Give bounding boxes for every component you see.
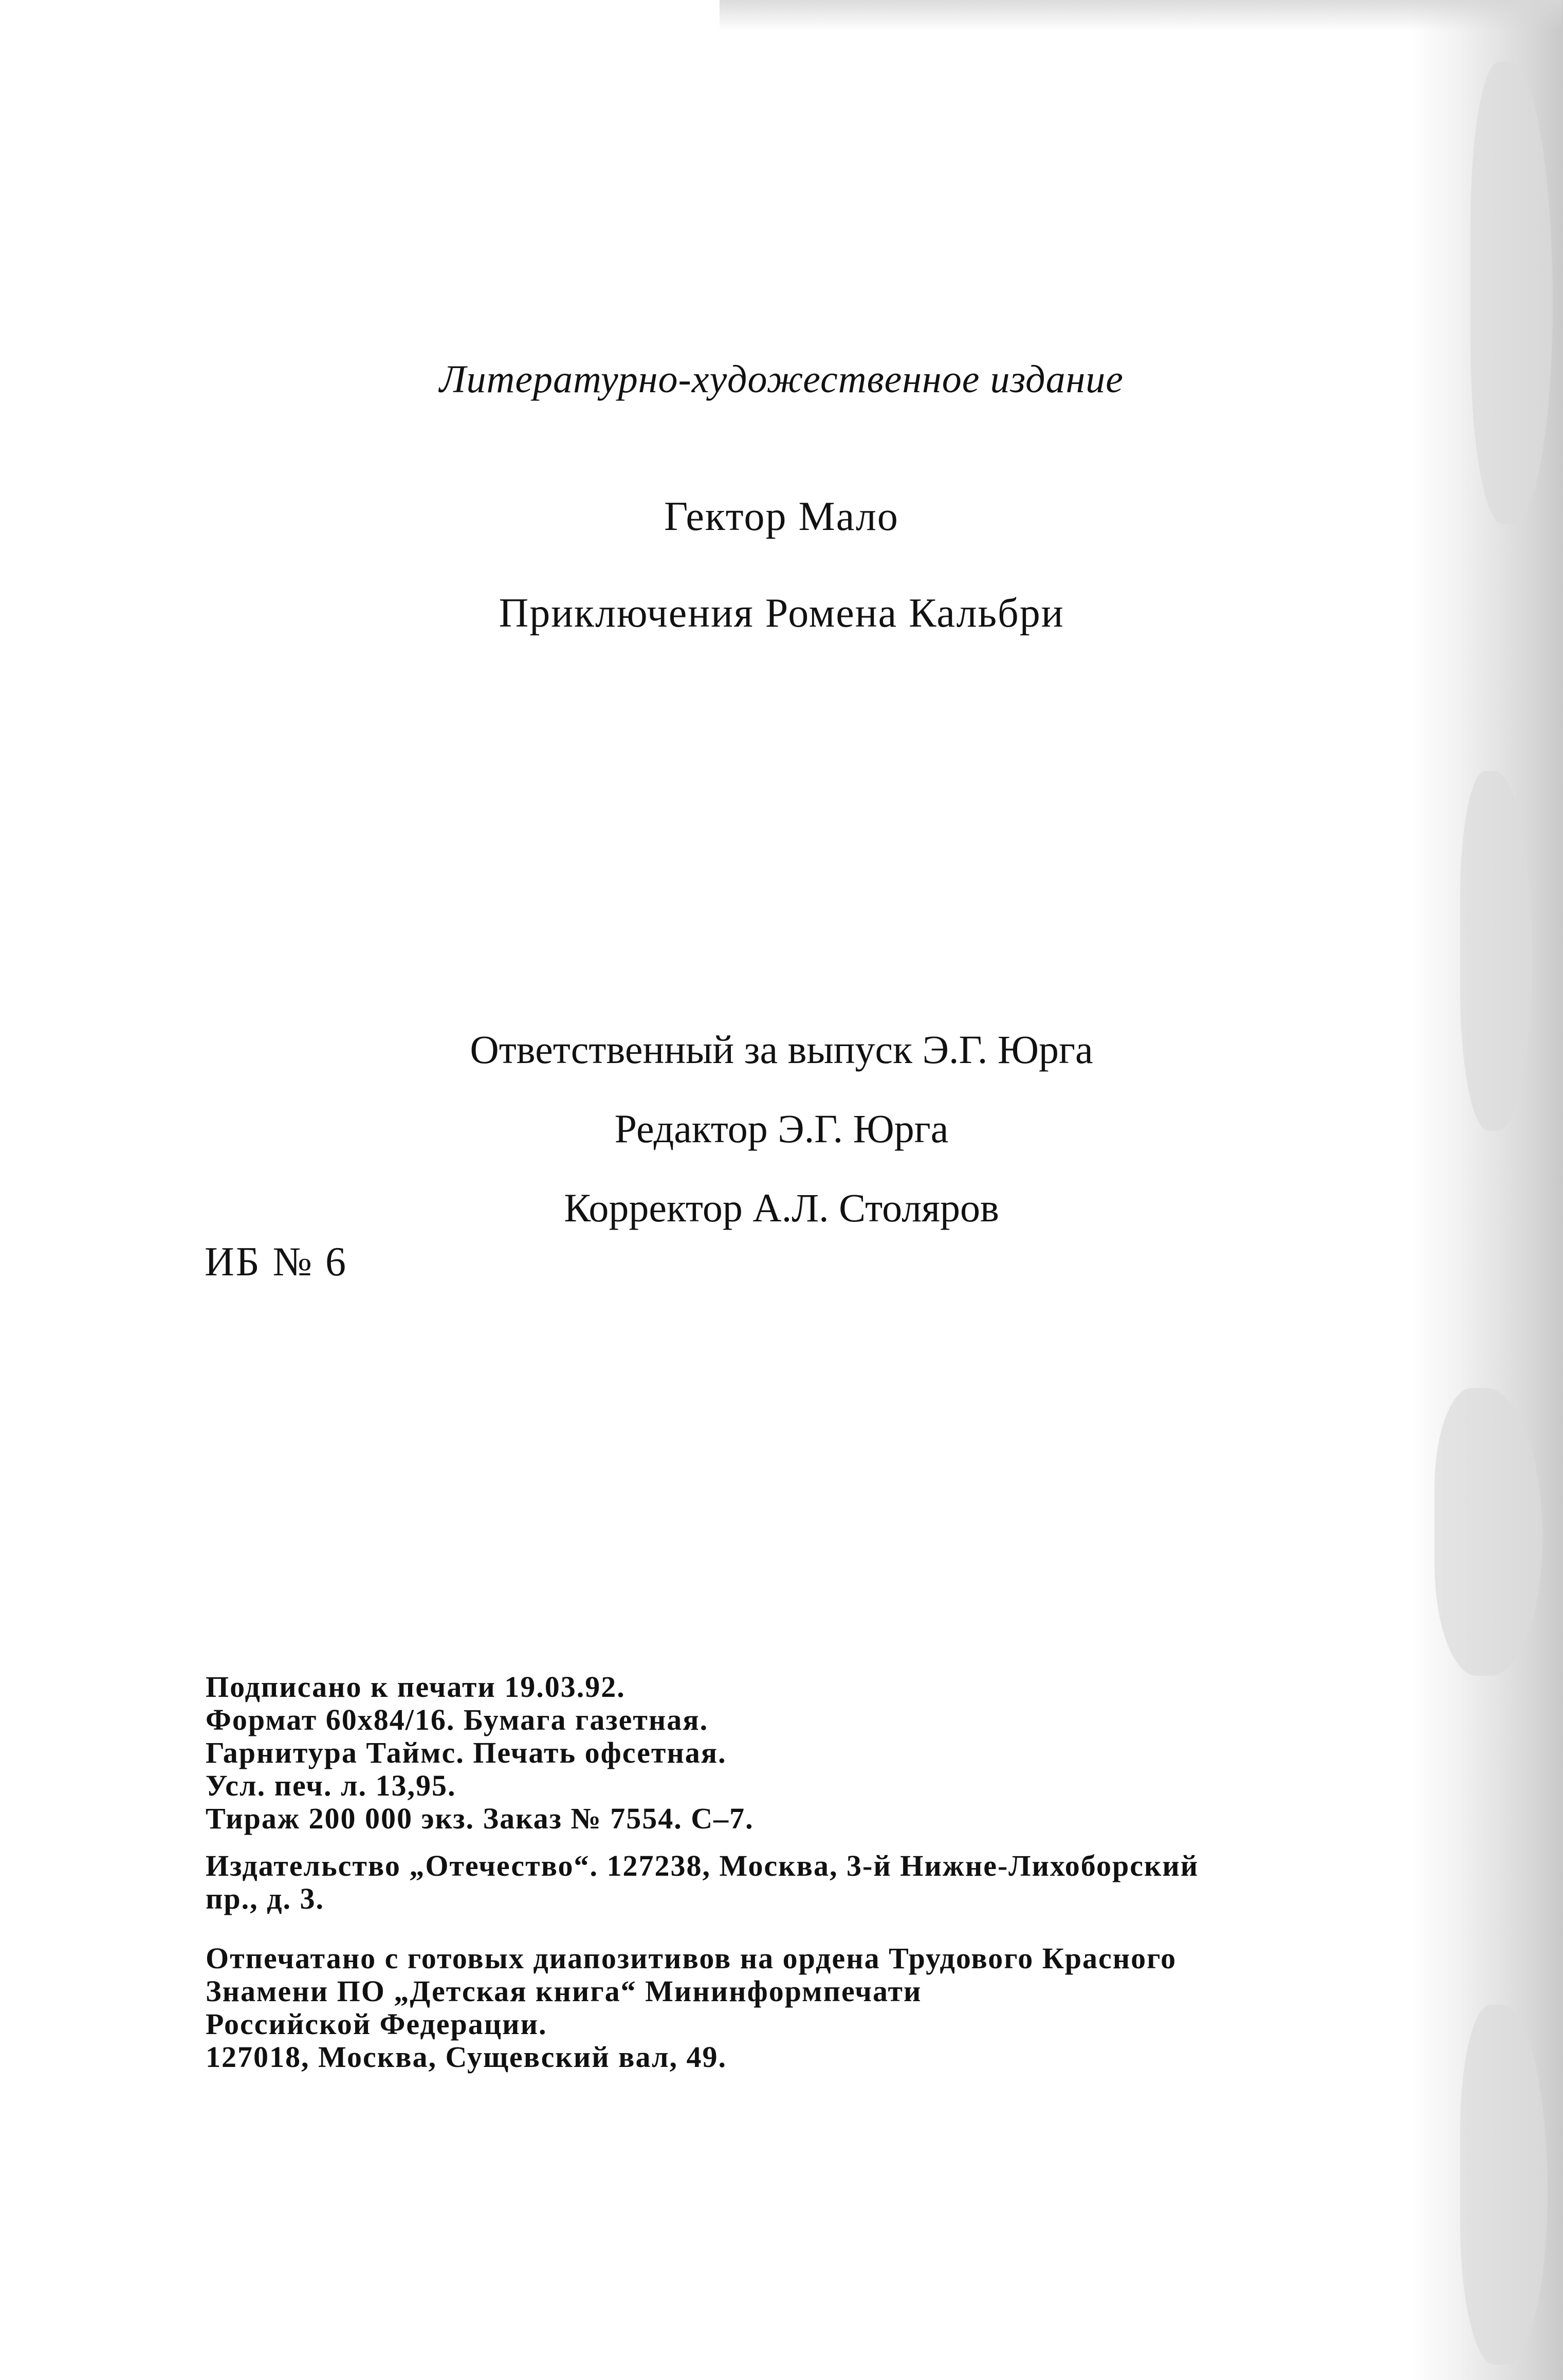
publisher-block [206,1850,1388,1915]
printer-line: Отпечатано с готовых диапозитивов на ордена Трудового Красного [206,1942,1177,1975]
print-detail-line: Подписано к печати 19.03.92. [206,1670,626,1704]
credit-line-proofreader: Корректор А.Л. Столяров [564,1185,999,1230]
book-title: Приключения Ромена Кальбри [499,591,1064,636]
print-detail-line: Тираж 200 000 экз. Заказ № 7554. С–7. [206,1802,754,1835]
print-detail-line: Усл. печ. л. 13,95. [206,1769,456,1802]
printer-block [206,1942,1388,2074]
print-detail-line: Формат 60х84/16. Бумага газетная. [206,1703,709,1736]
scan-top-smudge [720,0,1562,31]
printer-line: 127018, Москва, Сущевский вал, 49. [206,2040,727,2074]
genre-line: Литературно-художественное издание [439,358,1124,401]
publisher-line: пр., д. 3. [206,1882,325,1915]
printer-line: Знамени ПО „Детская книга“ Мининформпечати [206,1974,922,2008]
author-name: Гектор Мало [664,494,899,539]
print-detail-line: Гарнитура Таймс. Печать офсетная. [206,1736,727,1769]
credit-line-responsible: Ответственный за выпуск Э.Г. Юрга [470,1027,1093,1072]
ib-number: ИБ № 6 [205,1239,348,1285]
publisher-line: Издательство „Отечество“. 127238, Москва, 3-й Нижне-Лихоборский [206,1849,1199,1882]
printer-line: Российской Федерации. [206,2007,547,2041]
credits-block [0,1010,1563,1248]
credit-line-editor: Редактор Э.Г. Юрга [614,1106,949,1151]
print-details-block [206,1671,1388,1835]
